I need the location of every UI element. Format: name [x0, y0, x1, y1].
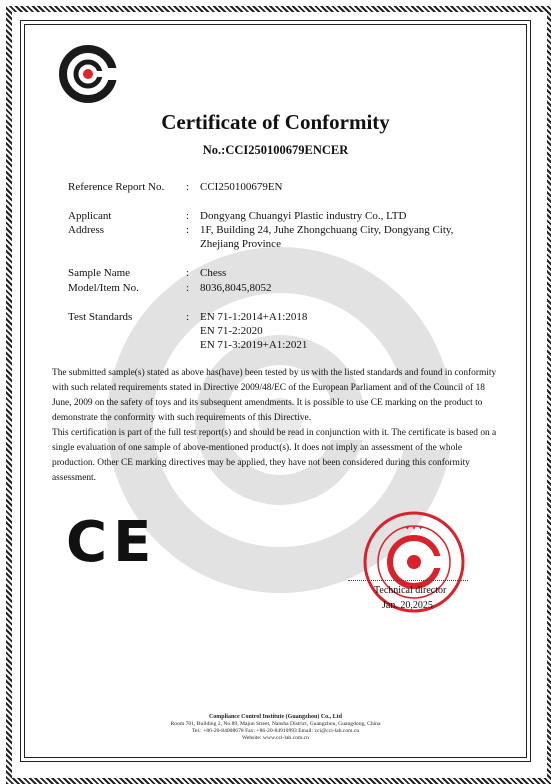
conformity-paragraph: The submitted sample(s) stated as above has(have) been tested by us with the listed standards and found in conformity with such related requirements stated in Directive 2009/48/EC of the European Parliament and of the Council of 18 June, 2009 on the safety of toys and its subsequent amendments. It is possible to use CE marking on the product to demonstrate the conformity with such requirements of this Directive.	[52, 368, 497, 423]
standard-item: EN 71-2:2020	[200, 325, 263, 337]
certificate-number: No.:CCI250100679ENCER	[202, 143, 349, 157]
footer	[0, 714, 551, 742]
model-value: 8036,8045,8052	[200, 282, 272, 294]
colon: :	[186, 224, 190, 236]
ce-mark-icon: CE	[66, 510, 158, 575]
signature-line	[348, 580, 468, 581]
reference-label: Reference Report No.	[68, 181, 165, 193]
colon: :	[186, 267, 190, 279]
company-seal-icon	[362, 510, 466, 614]
address-line-2: Zhejiang Province	[200, 238, 281, 250]
page-title: Certificate of Conformity	[161, 110, 390, 134]
signatory-role: Technical director	[374, 585, 447, 596]
footer-address: Room 701, Building 2, No.89, Majun Street, Nansha District, Guangzhou, Guangdong, China	[170, 721, 381, 727]
sample-value: Chess	[200, 267, 227, 279]
footer-company: Compliance Control Institute (Guangzhou) Co., Ltd	[208, 714, 343, 720]
standard-item: EN 71-1:2014+A1:2018	[200, 311, 308, 323]
cci-logo-icon	[58, 44, 118, 104]
colon: :	[186, 311, 190, 323]
svg-text:✦ ✦ ✦: ✦ ✦ ✦	[404, 526, 424, 532]
applicant-label: Applicant	[68, 210, 112, 222]
reference-value: CCI250100679EN	[200, 181, 283, 193]
signature-date: Jan. 20,2025	[382, 600, 433, 611]
colon: :	[186, 282, 190, 294]
footer-website: Website: www.cci-lab.com.cn	[242, 735, 309, 741]
colon: :	[186, 181, 190, 193]
colon: :	[186, 210, 190, 222]
standard-item: EN 71-3:2019+A1:2021	[200, 339, 308, 351]
address-label: Address	[68, 224, 105, 236]
sample-label: Sample Name	[68, 267, 131, 279]
applicant-value: Dongyang Chuangyi Plastic industry Co., LTD	[200, 210, 407, 222]
model-label: Model/Item No.	[68, 282, 139, 294]
standards-label: Test Standards	[68, 311, 133, 323]
footer-contact: Tel.: +86-20-84008678 Fax: +86-20-84910993 Email: cci@cci-lab.com.cn	[191, 728, 360, 734]
address-line-1: 1F, Building 24, Juhe Zhongchuang City, Dongyang City,	[200, 224, 454, 236]
scope-paragraph: This certification is part of the full test report(s) and should be read in conjunction with it. The certificate is based on a single evaluation of one sample of above-mentioned product(s). It does not imply an assessment of the whole production. Other CE marking directives may be applied, they have not been considered during this conformity assessment.	[52, 428, 497, 483]
certificate-body	[52, 366, 502, 486]
